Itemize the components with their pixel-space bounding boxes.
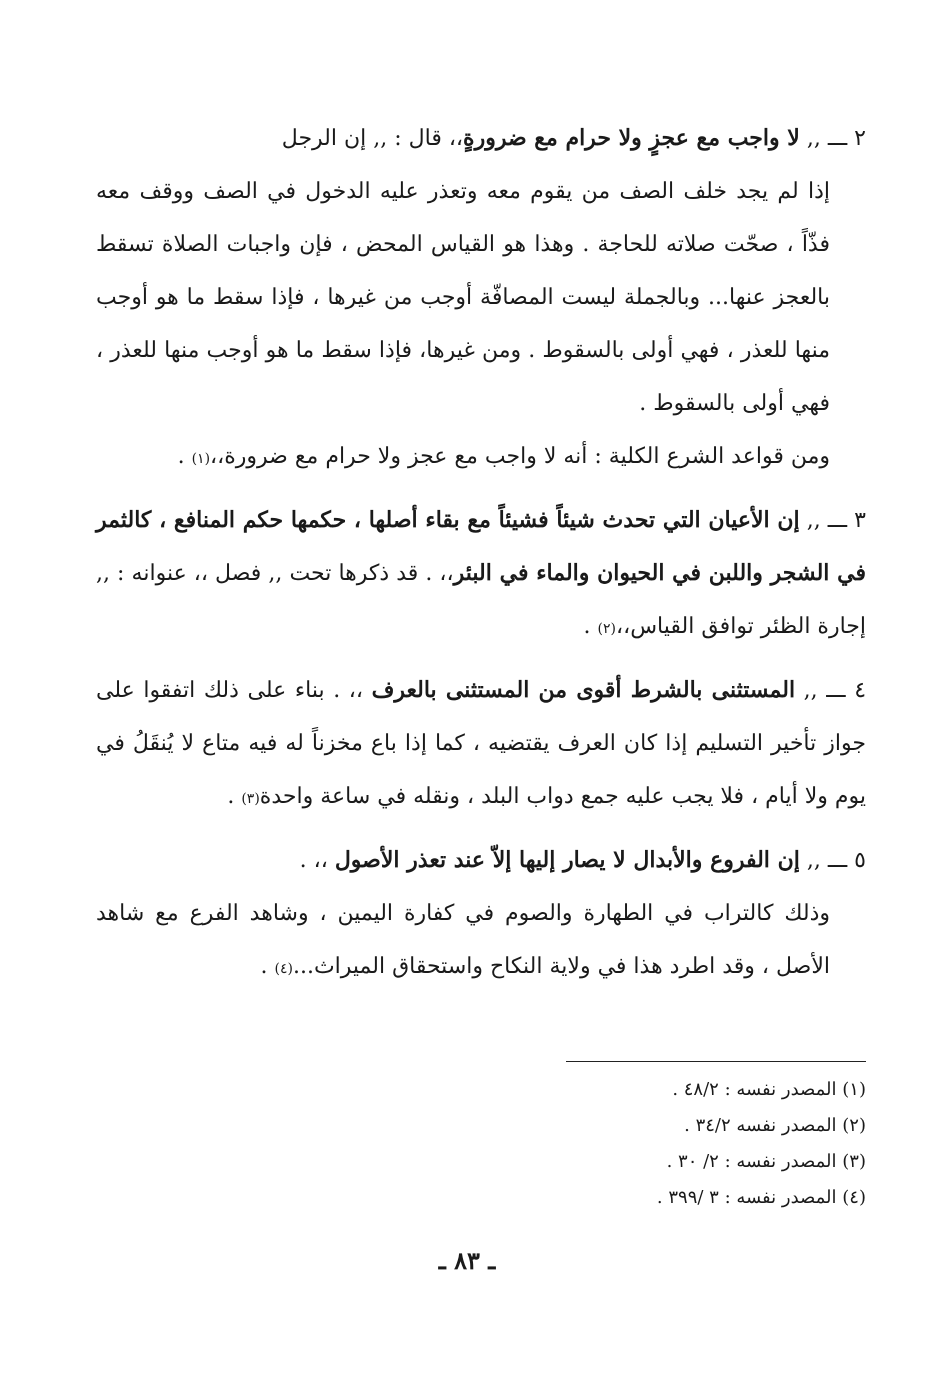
item-5-number: ٥ ـــ [827, 848, 866, 873]
footnote-ref-1: (١) [191, 451, 211, 467]
spacer [96, 826, 866, 834]
spacer [96, 656, 866, 664]
page-number: ـ ٨٣ ـ [438, 1246, 496, 1275]
item-5-body [96, 887, 866, 996]
main-text [96, 112, 866, 996]
item-3-after: ،، . قد ذكرها تحت ,, فصل ،، عنوانه : ,, إجارة الظئر توافق القياس،، [96, 561, 866, 639]
footnote-2: (٢) المصدر نفسه ٣٤/٢ . [684, 1115, 866, 1136]
footnote-separator [566, 1061, 866, 1062]
footnote-ref-3: (٣) [241, 791, 260, 807]
item-5-end: . [260, 954, 275, 979]
item-2-rule-text: ومن قواعد الشرع الكلية : أنه لا واجب مع عجز ولا حرام مع ضرورة،، [210, 444, 830, 469]
item-2-title: لا واجب مع عجزٍ ولا حرام مع ضرورةٍ [463, 125, 800, 151]
footnote-3: (٣) المصدر نفسه : ٢/ ٣٠ . [666, 1151, 866, 1172]
item-3-title: إن الأعيان التي تحدث شيئاً فشيئاً مع بقاء أصلها ، حكمها حكم المنافع ، كالثمر في الشجر واللبن في الحيوان والماء في البئر [96, 507, 866, 586]
item-5-body-text: وذلك كالتراب في الطهارة والصوم في كفارة اليمين ، وشاهد الفرع مع شاهد الأصل ، وقد اطرد هذا في ولاية النكاح واستحقاق الميراث... [96, 901, 830, 979]
item-5-quote-open: ,, [799, 848, 821, 873]
footnote-1: (١) المصدر نفسه : ٤٨/٢ . [672, 1079, 866, 1100]
footnote-ref-4: (٤) [274, 961, 293, 977]
footnotes [486, 1072, 866, 1216]
item-3-end: . [583, 614, 598, 639]
item-4-end: . [227, 784, 242, 809]
item-2-rule [96, 430, 866, 486]
item-2-quote-open: ,, [799, 126, 821, 151]
item-3 [96, 494, 866, 656]
item-4 [96, 664, 866, 826]
item-4-title: المستثنى بالشرط أقوى من المستثنى بالعرف [371, 677, 796, 703]
item-4-number: ٤ ـــ [826, 678, 867, 703]
item-5-title: إن الفروع والأبدال لا يصار إليها إلاّ عند تعذر الأصول [334, 847, 800, 873]
footnote-4: (٤) المصدر نفسه : ٣ /٣٩٩ . [656, 1187, 866, 1208]
item-3-quote-open: ,, [799, 508, 821, 533]
item-4-after: ،، . بناء على ذلك اتفقوا على جواز تأخير التسليم إذا كان العرف يقتضيه ، كما إذا باع مخزناً له فيه متاع لا يُنقَلُ في يوم ولا أيام ، فلا يجب عليه جمع دواب البلد ، ونقله في ساعة واحدة [96, 678, 866, 809]
item-2-body-text: إذا لم يجد خلف الصف من يقوم معه وتعذر عليه الدخول في الصف ووقف معه فذّاً ، صحّت صلاته للحاجة . وهذا هو القياس المحض ، فإن واجبات الصلاة تسقط بالعجز عنها... وبالجملة ليست المصافّة أوجب من غيرها ، فإذا سقط ما هو أوجب منها للعذر ، فهي أولى بالسقوط . ومن غيرها، فإذا سقط ما هو أوجب منها للعذر ، فهي أولى بالسقوط . [96, 179, 830, 416]
item-2-end: . [177, 444, 192, 469]
item-3-number: ٣ ـــ [827, 508, 866, 533]
item-5-after: ،، . [299, 848, 335, 873]
spacer [96, 486, 866, 494]
footnote-ref-2: (٢) [597, 621, 616, 637]
item-5 [96, 834, 866, 887]
item-4-quote-open: ,, [795, 678, 818, 703]
item-2-body [96, 165, 866, 430]
item-2 [96, 112, 866, 165]
item-2-number: ٢ ـــ [827, 126, 866, 151]
item-2-intro: ،، قال : ,, إن الرجل [281, 126, 464, 151]
